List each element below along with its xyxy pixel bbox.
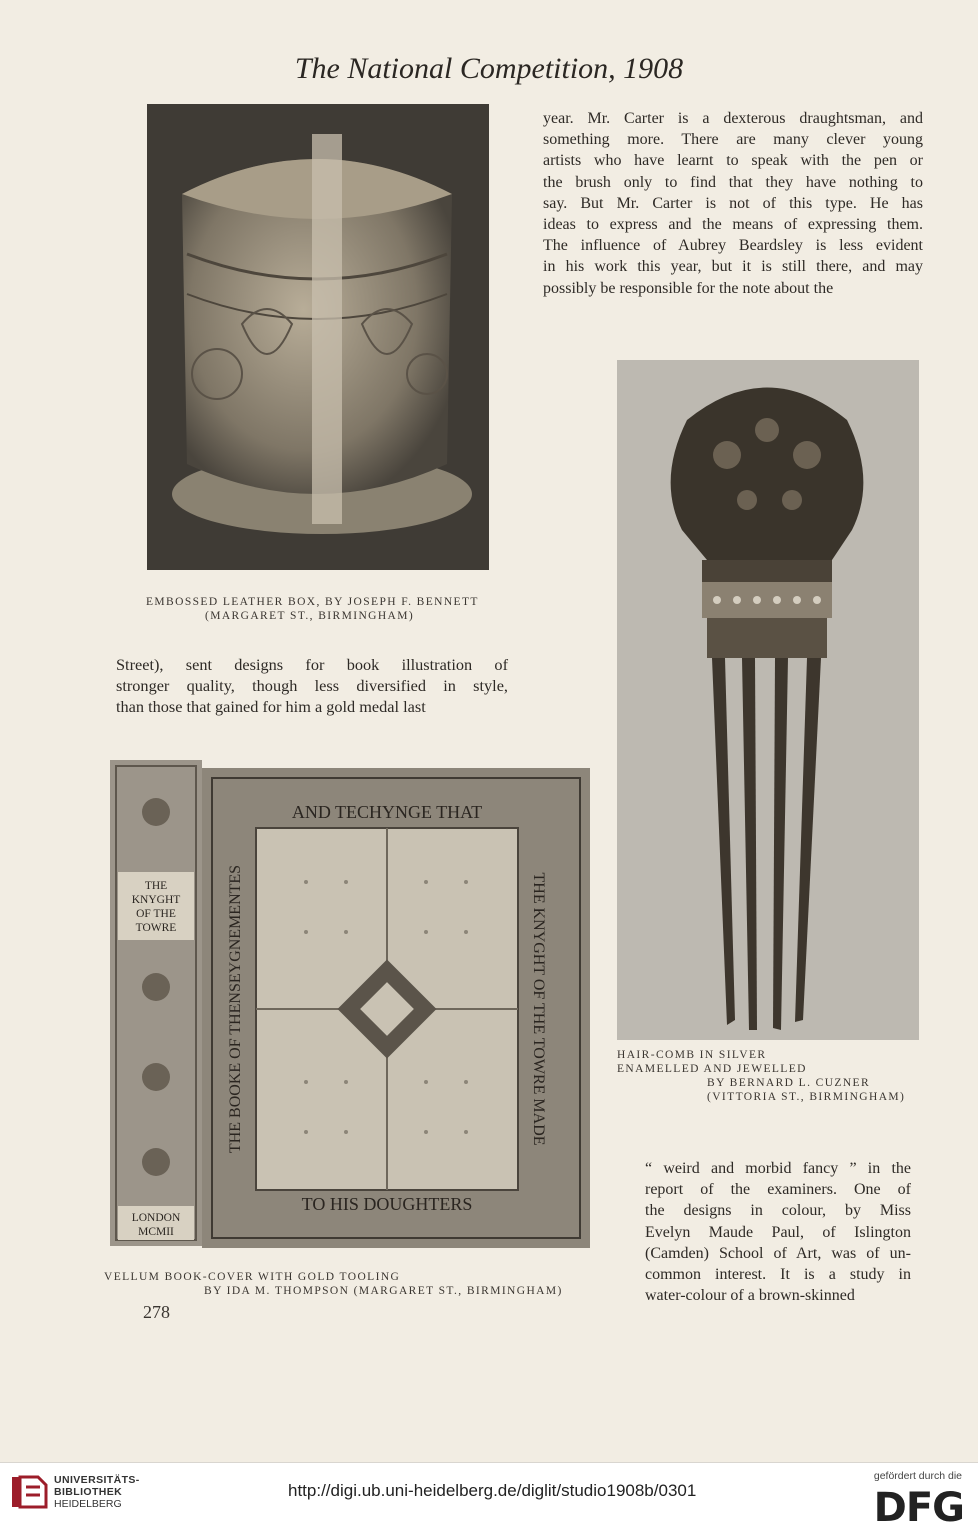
spine-title-line: THE bbox=[144, 880, 168, 892]
spine-title-line: TOWRE bbox=[135, 922, 177, 934]
leather-box-photo bbox=[147, 104, 489, 570]
text-line: ideas to express and the means of expressing them. bbox=[543, 216, 923, 234]
institution-line: UNIVERSITÄTS- bbox=[54, 1474, 140, 1486]
text-line: stronger quality, though less diversified in style, bbox=[116, 676, 508, 696]
page-number: 278 bbox=[143, 1302, 170, 1322]
text-line: water-colour of a brown-skinned bbox=[645, 1287, 855, 1305]
university-library-logo-icon bbox=[10, 1473, 50, 1513]
running-head: The National Competition, 1908 bbox=[294, 52, 684, 85]
text-line: artists who have learnt to speak with the pen or bbox=[543, 152, 923, 170]
text-line: year. Mr. Carter is a dexterous draughtsman, and bbox=[543, 110, 923, 127]
text-bottom-right bbox=[645, 1158, 911, 1306]
spine-foot-line: LONDON bbox=[131, 1212, 181, 1224]
institution-line: BIBLIOTHEK bbox=[54, 1486, 123, 1498]
text-line: in his work this year, but it is still there, and may bbox=[543, 258, 923, 276]
caption-line: ENAMELLED AND JEWELLED bbox=[617, 1063, 807, 1075]
text-line: than those that gained for him a gold medal last bbox=[116, 697, 426, 717]
text-line: report of the examiners. One of bbox=[645, 1181, 911, 1199]
digitization-footer bbox=[0, 1462, 978, 1532]
caption-line: (MARGARET ST., BIRMINGHAM) bbox=[205, 610, 415, 622]
caption-line: (VITTORIA ST., BIRMINGHAM) bbox=[707, 1091, 906, 1103]
dfg-logo: DFG bbox=[873, 1485, 964, 1531]
caption-book-cover bbox=[104, 1270, 563, 1298]
cover-right-lettering: THE KNYGHT OF THE TOWRE MADE bbox=[530, 872, 547, 1146]
text-line: “ weird and morbid fancy ” in the bbox=[645, 1160, 911, 1177]
text-line: something more. There are many clever young bbox=[543, 131, 923, 149]
text-line: (Camden) School of Art, was of un- bbox=[645, 1244, 911, 1262]
cover-top-lettering: AND TECHYNGE THAT bbox=[291, 802, 483, 822]
text-line: Street), sent designs for book illustration of bbox=[116, 655, 508, 674]
text-line: possibly be responsible for the note about the bbox=[543, 279, 834, 297]
text-line: the designs in colour, by Miss bbox=[645, 1202, 911, 1220]
sponsor-text: gefördert durch die bbox=[873, 1470, 962, 1482]
cover-bottom-lettering: TO HIS DOUGHTERS bbox=[301, 1194, 473, 1214]
book-cover-illustration bbox=[106, 732, 594, 1252]
text-line: say. But Mr. Carter is not of this type. He has bbox=[543, 194, 923, 212]
university-library-name bbox=[54, 1474, 140, 1510]
digital-library-link[interactable]: http://digi.ub.uni-heidelberg.de/diglit/studio1908b/0301 bbox=[288, 1481, 697, 1500]
hair-comb-illustration bbox=[617, 360, 919, 1040]
caption-leather-box bbox=[146, 595, 479, 623]
spine-title-line: OF THE bbox=[136, 908, 176, 920]
book-cover-photo bbox=[106, 732, 594, 1252]
caption-line: HAIR-COMB IN SILVER bbox=[617, 1049, 767, 1061]
spine-foot-line: MCMII bbox=[138, 1226, 174, 1238]
text-line: The influence of Aubrey Beardsley is less evident bbox=[543, 237, 923, 255]
hair-comb-photo bbox=[617, 360, 919, 1040]
text-middle-left bbox=[116, 654, 508, 718]
caption-line: VELLUM BOOK-COVER WITH GOLD TOOLING bbox=[104, 1271, 401, 1283]
text-top-right bbox=[543, 108, 923, 299]
text-line: Evelyn Maude Paul, of Islington bbox=[645, 1223, 911, 1241]
spine-title-line: KNYGHT bbox=[131, 894, 181, 906]
institution-line: HEIDELBERG bbox=[54, 1498, 122, 1510]
caption-line: BY BERNARD L. CUZNER bbox=[707, 1077, 871, 1089]
caption-line: BY IDA M. THOMPSON (MARGARET ST., BIRMINGHAM) bbox=[204, 1285, 563, 1297]
text-line: common interest. It is a study in bbox=[645, 1266, 911, 1284]
cover-left-lettering: THE BOOKE OF THENSEYGNEMENTES bbox=[227, 864, 244, 1154]
leather-box-illustration bbox=[147, 104, 489, 570]
text-line: the brush only to find that they have nothing to bbox=[543, 173, 923, 191]
caption-line: EMBOSSED LEATHER BOX, BY JOSEPH F. BENNETT bbox=[146, 596, 479, 608]
caption-hair-comb bbox=[617, 1048, 905, 1104]
